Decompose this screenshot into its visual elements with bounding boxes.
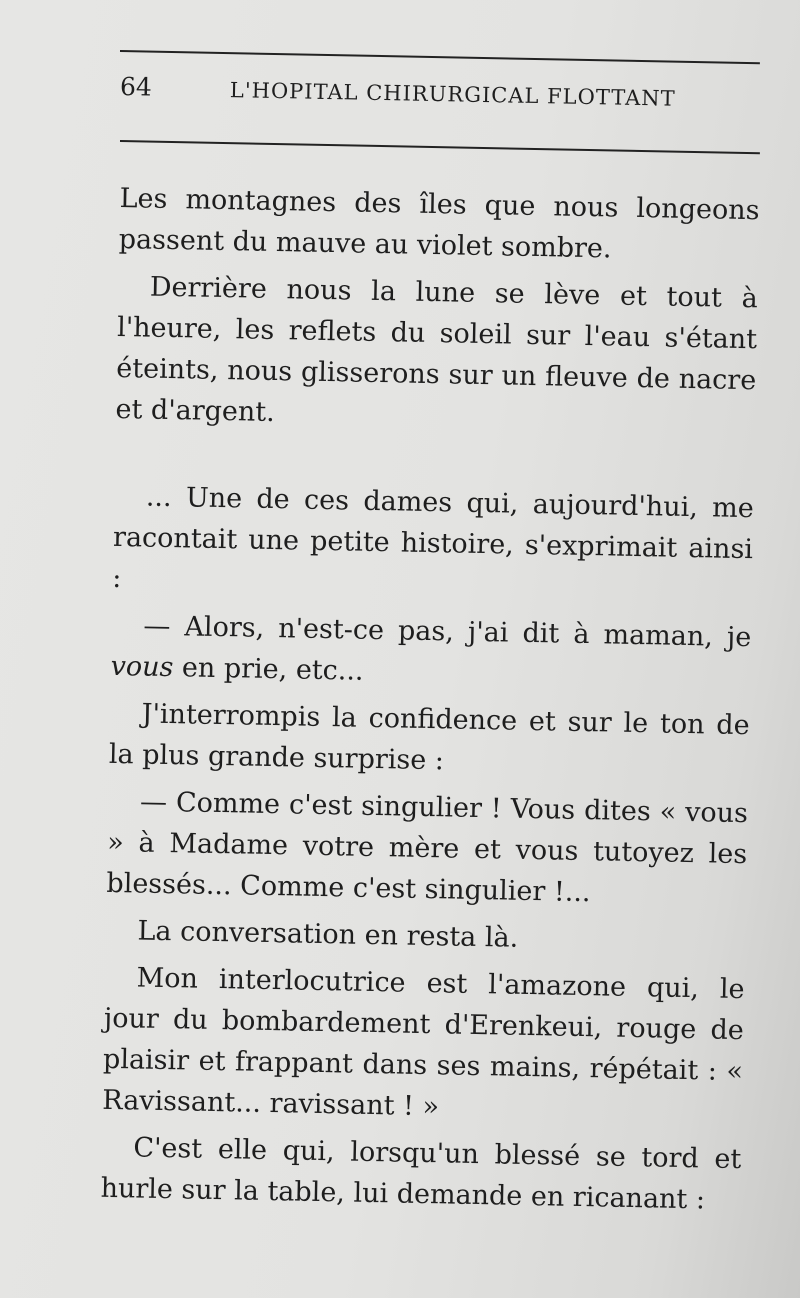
body-text [100,178,760,1227]
paragraph-2: Derrière nous la lune se lève et tout à l'heure, les reflets du soleil sur l'eau s'étant éteints, nous glisserons sur un fleuve de nacre et d'argent. [115,271,759,429]
paragraph-7: La conversation en resta là. [137,915,519,954]
page-header [120,66,761,118]
page-number: 64 [119,72,153,102]
paragraph-4-end: en prie, etc... [173,652,364,687]
paragraph-4-italic: vous [110,650,174,684]
header-bottom-rule [120,140,760,154]
paragraph-8: Mon interlocutrice est l'amazone qui, le jour du bombardement d'Erenkeui, rouge de plaisir et frappant dans ses mains, répétait : « Ravissant... ravissant ! » [101,962,745,1123]
paragraph-5: J'interrompis la confidence et sur le ton de la plus grande surprise : [108,698,750,777]
running-title: L'HOPITAL CHIRURGICAL FLOTTANT [229,78,676,111]
paragraph-9: C'est elle qui, lorsqu'un blessé se tord et hurle sur la table, lui demande en ricanant : [100,1132,742,1216]
paragraph-6: — Comme c'est singulier ! Vous dites « vous » à Madame votre mère et vous tutoyez les blessés... Comme c'est singulier !... [106,786,749,909]
paragraph-4 [110,605,751,699]
paragraph-1: Les montagnes des îles que nous longeons passent du mauve au violet sombre. [118,182,760,265]
paragraph-4-start: — Alors, n'est-ce pas, j'ai dit à maman, je [143,610,752,654]
paragraph-3: ... Une de ces dames qui, aujourd'hui, me racontait une petite histoire, s'exprimait ainsi : [112,481,755,595]
header-top-rule [120,50,760,64]
